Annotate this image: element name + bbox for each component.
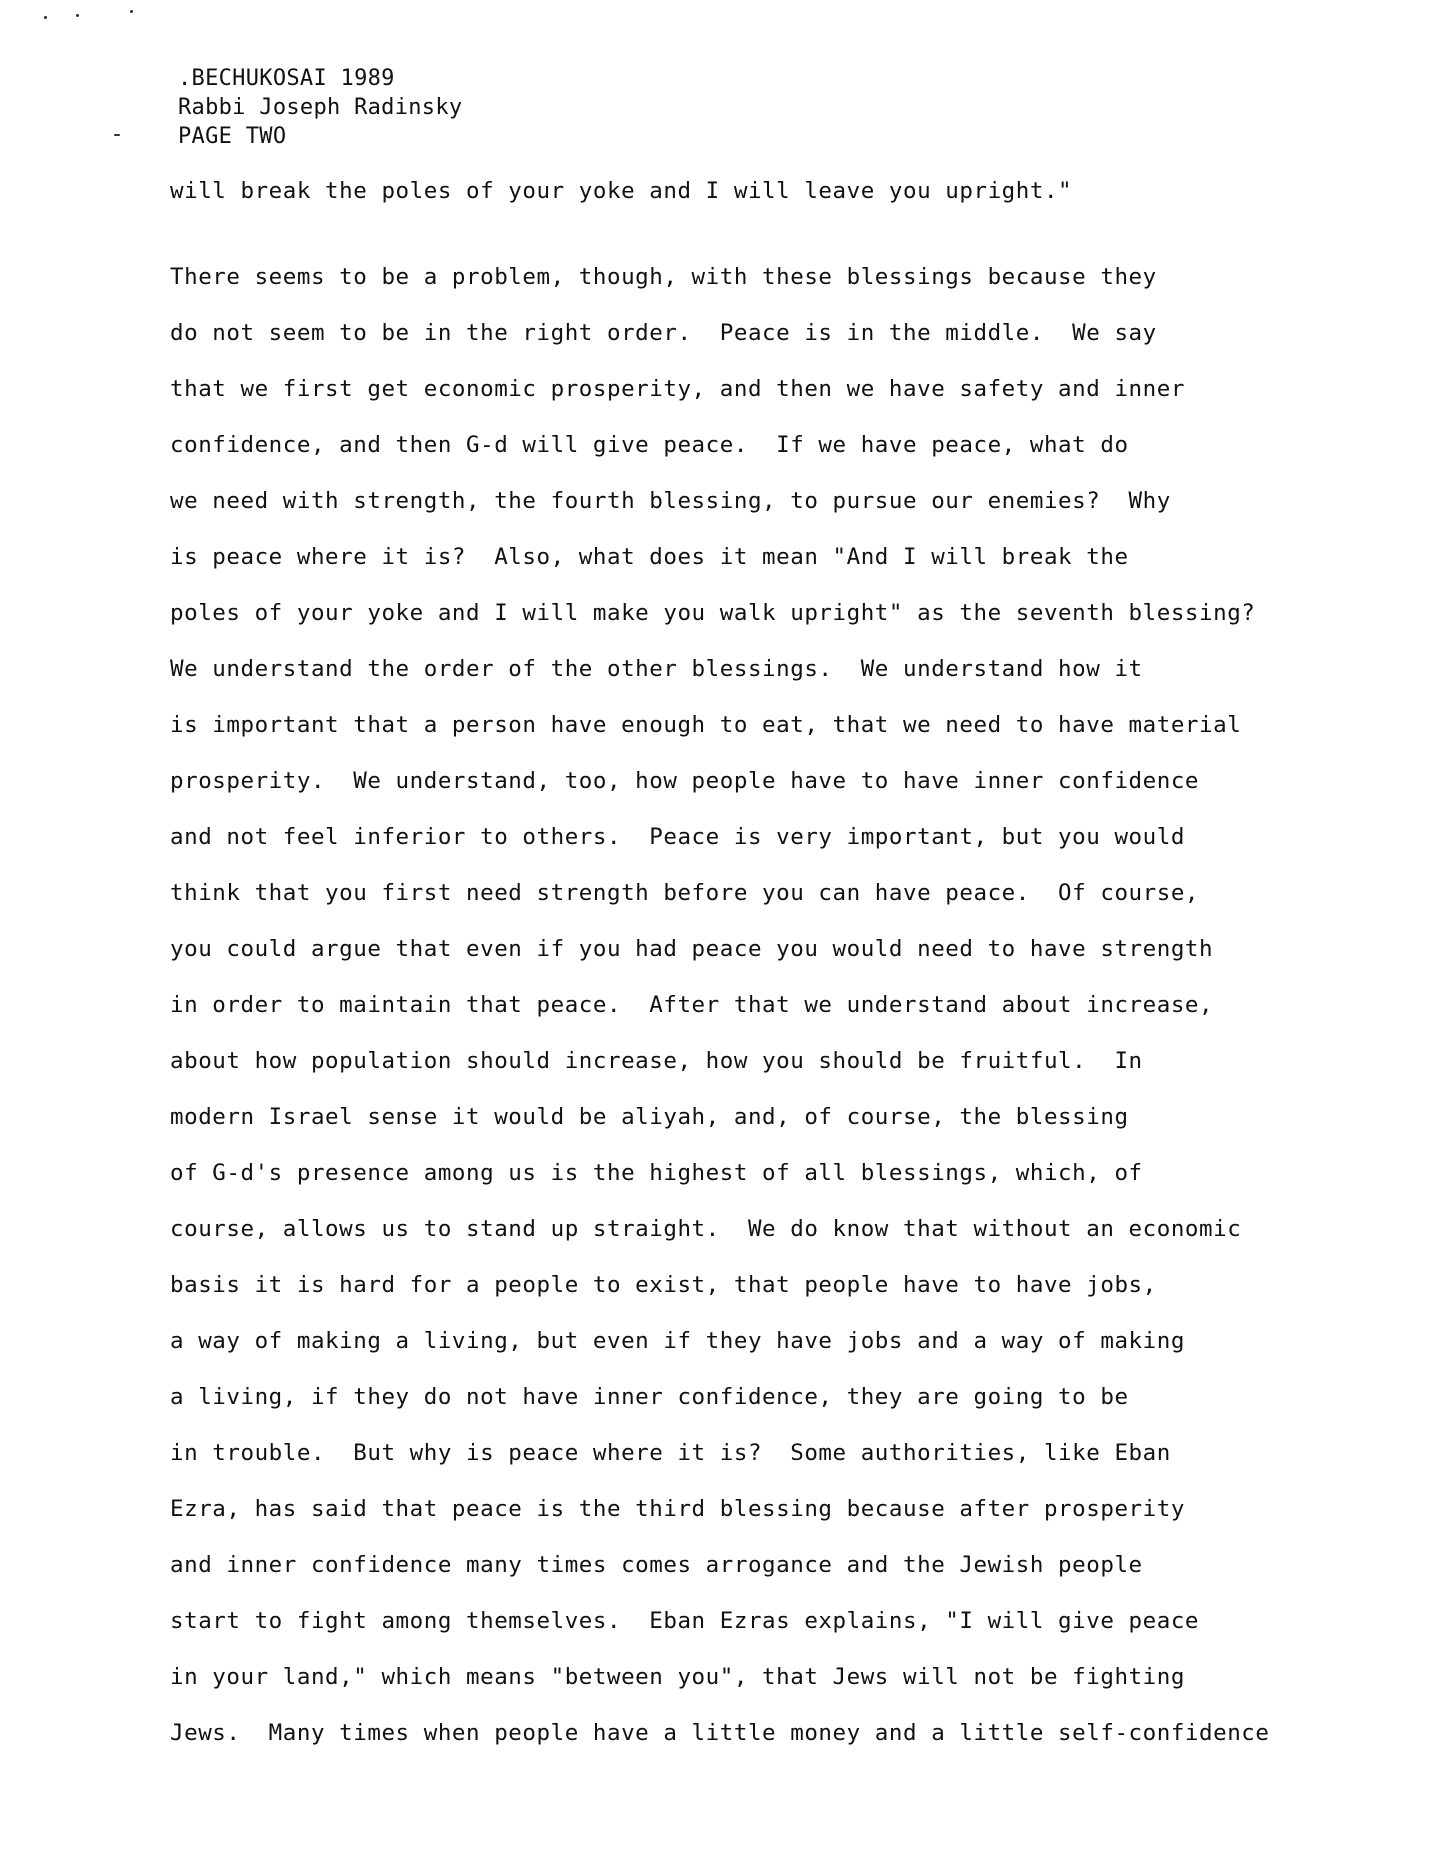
text-line: in trouble. But why is peace where it is? Some authorities, like Eban [170, 1440, 1171, 1466]
text-line: basis it is hard for a people to exist, that people have to have jobs, [170, 1272, 1157, 1298]
text-line: is peace where it is? Also, what does it mean "And I will break the [170, 544, 1129, 570]
text-line: you could argue that even if you had peace you would need to have strength [170, 936, 1214, 962]
text-line: Ezra, has said that peace is the third blessing because after prosperity [170, 1496, 1185, 1522]
document-title: .BECHUKOSAI 1989 [178, 66, 395, 91]
text-line: a living, if they do not have inner confidence, they are going to be [170, 1384, 1129, 1410]
text-line: about how population should increase, how you should be fruitful. In [170, 1048, 1143, 1074]
text-line: do not seem to be in the right order. Peace is in the middle. We say [170, 320, 1157, 346]
text-line: of G-d's presence among us is the highest of all blessings, which, of [170, 1160, 1143, 1186]
text-line: in order to maintain that peace. After that we understand about increase, [170, 992, 1214, 1018]
text-line: poles of your yoke and I will make you walk upright" as the seventh blessing? [170, 600, 1256, 626]
text-line: Jews. Many times when people have a little money and a little self-confidence [170, 1720, 1270, 1746]
text-line: modern Israel sense it would be aliyah, and, of course, the blessing [170, 1104, 1129, 1130]
text-line: and not feel inferior to others. Peace is very important, but you would [170, 824, 1185, 850]
document-author: Rabbi Joseph Radinsky [178, 95, 463, 120]
text-line: a way of making a living, but even if they have jobs and a way of making [170, 1328, 1185, 1354]
scan-speck [114, 134, 120, 136]
text-line: There seems to be a problem, though, with these blessings because they [170, 264, 1157, 290]
scan-speck [76, 14, 79, 17]
scan-speck [44, 16, 47, 19]
text-line: and inner confidence many times comes arrogance and the Jewish people [170, 1552, 1143, 1578]
text-line: confidence, and then G-d will give peace. If we have peace, what do [170, 432, 1129, 458]
text-line: in your land," which means "between you", that Jews will not be fighting [170, 1664, 1185, 1690]
text-line: course, allows us to stand up straight. We do know that without an economic [170, 1216, 1242, 1242]
document-header [178, 64, 462, 151]
text-line: We understand the order of the other blessings. We understand how it [170, 656, 1143, 682]
text-line: start to fight among themselves. Eban Ezras explains, "I will give peace [170, 1608, 1200, 1634]
text-line: that we first get economic prosperity, and then we have safety and inner [170, 376, 1185, 402]
page-label: PAGE TWO [178, 124, 287, 149]
text-line: is important that a person have enough to eat, that we need to have material [170, 712, 1242, 738]
text-line: prosperity. We understand, too, how people have to have inner confidence [170, 768, 1200, 794]
text-line: will break the poles of your yoke and I will leave you upright." [170, 178, 1073, 204]
text-line: think that you first need strength before you can have peace. Of course, [170, 880, 1200, 906]
scan-speck [130, 10, 133, 13]
text-line: we need with strength, the fourth blessing, to pursue our enemies? Why [170, 488, 1171, 514]
